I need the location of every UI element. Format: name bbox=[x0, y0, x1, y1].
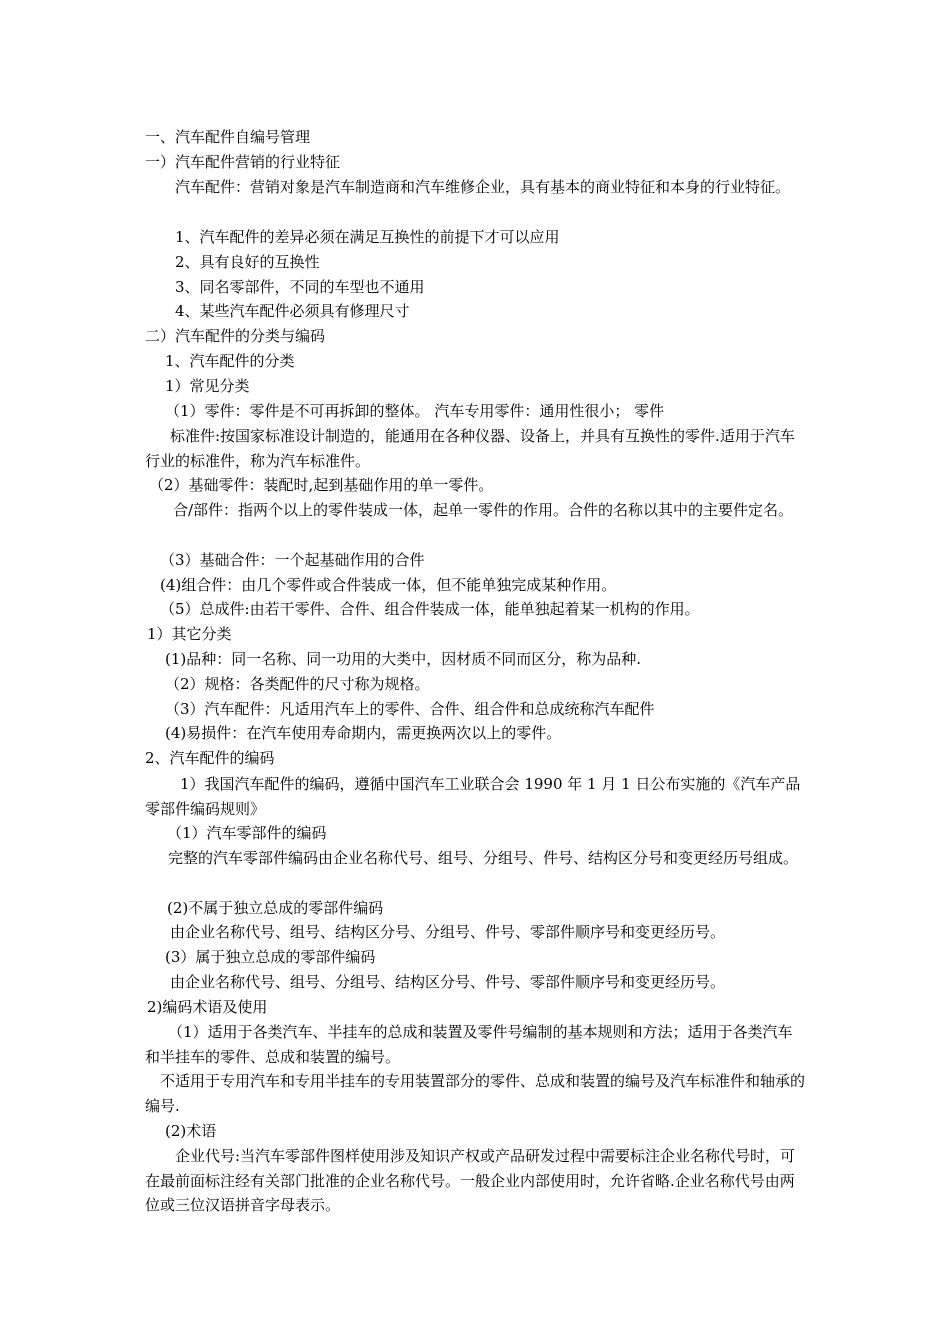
paragraph: （5）总成件:由若干零件、合件、组合件装成一体，能单独起着某一机构的作用。 bbox=[160, 600, 700, 618]
paragraph: 完整的汽车零部件编码由企业名称代号、组号、分组号、件号、结构区分号和变更经历号组成。 bbox=[168, 849, 799, 867]
subsection-heading: 1）其它分类 bbox=[147, 625, 232, 643]
list-item: 1、汽车配件的差异必须在满足互换性的前提下才可以应用 bbox=[175, 228, 560, 246]
paragraph: 标准件:按国家标准设计制造的，能通用在各种仪器、设备上，并具有互换性的零件.适用于汽车行业的标准件，称为汽车标准件。 bbox=[145, 427, 795, 470]
paragraph: （1）适用于各类汽车、半挂车的总成和装置及零件号编制的基本规则和方法；适用于各类汽车和半挂车的零件、总成和装置的编号。 bbox=[145, 1023, 793, 1066]
subsection-heading: 2)编码术语及使用 bbox=[147, 998, 268, 1016]
subsection-heading: (2)不属于独立总成的零部件编码 bbox=[167, 899, 384, 917]
paragraph: （3）基础合件：一个起基础作用的合件 bbox=[160, 551, 425, 569]
subsection-heading: (2)术语 bbox=[165, 1122, 217, 1140]
section-heading: 二）汽车配件的分类与编码 bbox=[145, 327, 326, 345]
subsection-heading: 2、汽车配件的编码 bbox=[145, 749, 275, 767]
list-item: 3、同名零部件，不同的车型也不通用 bbox=[175, 278, 425, 296]
paragraph: 汽车配件：营销对象是汽车制造商和汽车维修企业，具有基本的商业特征和本身的行业特征。 bbox=[175, 178, 791, 196]
list-item: 2、具有良好的互换性 bbox=[175, 253, 320, 271]
subsection-heading: 1）常见分类 bbox=[165, 377, 250, 395]
paragraph: 合/部件：指两个以上的零件装成一体，起单一零件的作用。合件的名称以其中的主要件定名。 bbox=[173, 501, 794, 519]
heading-1: 一、汽车配件自编号管理 bbox=[145, 128, 311, 146]
paragraph: 不适用于专用汽车和专用半挂车的专用装置部分的零件、总成和装置的编号及汽车标准件和轴承的编号. bbox=[145, 1072, 806, 1115]
subsection-heading: (3）属于独立总成的零部件编码 bbox=[165, 948, 376, 966]
list-item: 4、某些汽车配件必须具有修理尺寸 bbox=[175, 302, 410, 320]
subsection-heading: 1、汽车配件的分类 bbox=[165, 352, 295, 370]
subsection-heading: （1）汽车零部件的编码 bbox=[167, 824, 327, 842]
paragraph: 1）我国汽车配件的编码，遵循中国汽车工业联合会 1990 年 1 月 1 日公布实施的《汽车产品零部件编码规则》 bbox=[145, 775, 801, 818]
paragraph: （2）规格：各类配件的尺寸称为规格。 bbox=[165, 675, 430, 693]
paragraph: 企业代号:当汽车零部件图样使用涉及知识产权或产品研发过程中需要标注企业名称代号时，可在最前面标注经有关部门批准的企业名称代号。一般企业内部使用时，允许省略.企业名称代号由两位或三位汉语拼音字母表示。 bbox=[145, 1147, 796, 1214]
paragraph: （1）零件：零件是不可再拆卸的整体。 汽车专用零件：通用性很小； 零件 bbox=[165, 402, 665, 420]
paragraph: 由企业名称代号、组号、结构区分号、分组号、件号、零部件顺序号和变更经历号。 bbox=[170, 923, 726, 941]
paragraph: (4)组合件：由几个零件或合件装成一体，但不能单独完成某种作用。 bbox=[160, 576, 617, 594]
paragraph: （3）汽车配件：凡适用汽车上的零件、合件、组合件和总成统称汽车配件 bbox=[165, 700, 655, 718]
paragraph: (4)易损件：在汽车使用寿命期内，需更换两次以上的零件。 bbox=[165, 724, 562, 742]
paragraph: (1)品种：同一名称、同一功用的大类中，因材质不同而区分，称为品种. bbox=[165, 650, 642, 668]
paragraph: （2）基础零件：装配时,起到基础作用的单一零件。 bbox=[149, 476, 494, 494]
paragraph: 由企业名称代号、组号、分组号、结构区分号、件号、零部件顺序号和变更经历号。 bbox=[170, 973, 726, 991]
section-heading: 一）汽车配件营销的行业特征 bbox=[145, 153, 341, 171]
